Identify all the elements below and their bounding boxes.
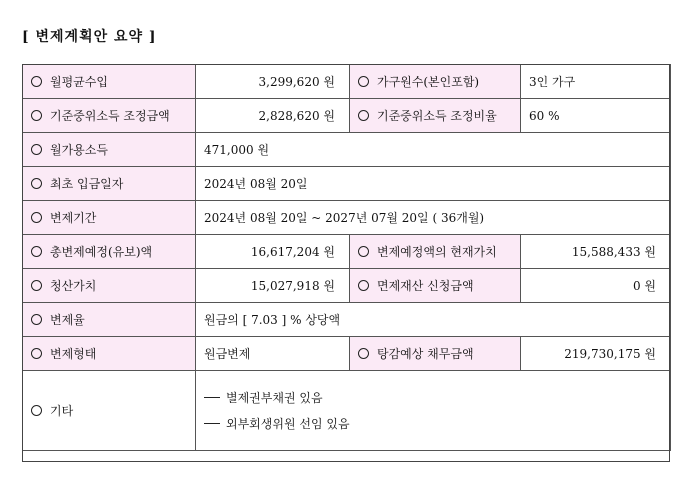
- value-cell: 3인 가구: [521, 65, 671, 99]
- row-label: 기타: [50, 404, 74, 418]
- row-label: 기준중위소득 조정비율: [377, 109, 497, 123]
- row-label: 탕감예상 채무금액: [377, 347, 474, 361]
- label-cell: [350, 337, 521, 371]
- value-cell: 471,000 원: [196, 133, 671, 167]
- value-cell: 2,828,620 원: [196, 99, 350, 133]
- value-cell: 219,730,175 원: [521, 337, 671, 371]
- value-cell: 60 %: [521, 99, 671, 133]
- circle-bullet-icon: [31, 280, 42, 291]
- notes-cell: [196, 371, 671, 451]
- note-item: [204, 385, 662, 411]
- value-cell: 원금의 [ 7.03 ] % 상당액: [196, 303, 671, 337]
- circle-bullet-icon: [31, 144, 42, 155]
- table-row: [23, 371, 671, 451]
- page-title: [ 변제계획안 요약 ]: [22, 29, 157, 45]
- row-label: 가구원수(본인포함): [377, 75, 480, 89]
- row-label: 청산가치: [50, 279, 97, 293]
- circle-bullet-icon: [31, 178, 42, 189]
- circle-bullet-icon: [358, 348, 369, 359]
- circle-bullet-icon: [31, 405, 42, 416]
- row-label: 최초 입금일자: [50, 177, 124, 191]
- dash-icon: [204, 397, 220, 398]
- table-row: [23, 133, 671, 167]
- table-row: [23, 235, 671, 269]
- value-cell: 3,299,620 원: [196, 65, 350, 99]
- circle-bullet-icon: [31, 348, 42, 359]
- label-cell: [350, 269, 521, 303]
- note-item: [204, 411, 662, 437]
- row-label: 총변제예정(유보)액: [50, 245, 153, 259]
- label-cell: [23, 235, 196, 269]
- label-cell: [23, 65, 196, 99]
- label-cell: [23, 167, 196, 201]
- dash-icon: [204, 423, 220, 424]
- value-cell: 16,617,204 원: [196, 235, 350, 269]
- value-cell: 원금변제: [196, 337, 350, 371]
- note-text: 별제권부채권 있음: [226, 390, 323, 405]
- table-row: [23, 167, 671, 201]
- table-row: [23, 99, 671, 133]
- circle-bullet-icon: [358, 76, 369, 87]
- circle-bullet-icon: [31, 212, 42, 223]
- label-cell: [350, 65, 521, 99]
- label-cell: [23, 133, 196, 167]
- label-cell: [350, 99, 521, 133]
- label-cell: [23, 337, 196, 371]
- label-cell: [23, 99, 196, 133]
- label-cell: [350, 235, 521, 269]
- circle-bullet-icon: [358, 280, 369, 291]
- label-cell: [23, 303, 196, 337]
- table-row: [23, 303, 671, 337]
- note-text: 외부회생위원 선임 있음: [226, 416, 350, 431]
- circle-bullet-icon: [31, 314, 42, 325]
- table-row: [23, 269, 671, 303]
- value-cell: 2024년 08월 20일 ~ 2027년 07월 20일 ( 36개월): [196, 201, 671, 235]
- circle-bullet-icon: [358, 246, 369, 257]
- table-row: [23, 201, 671, 235]
- circle-bullet-icon: [358, 110, 369, 121]
- circle-bullet-icon: [31, 246, 42, 257]
- row-label: 기준중위소득 조정금액: [50, 109, 170, 123]
- row-label: 변제율: [50, 313, 85, 327]
- circle-bullet-icon: [31, 110, 42, 121]
- row-label: 변제형태: [50, 347, 97, 361]
- label-cell: [23, 371, 196, 451]
- row-label: 월평균수입: [50, 75, 108, 89]
- table-row: [23, 65, 671, 99]
- value-cell: 15,027,918 원: [196, 269, 350, 303]
- value-cell: 2024년 08월 20일: [196, 167, 671, 201]
- value-cell: 15,588,433 원: [521, 235, 671, 269]
- label-cell: [23, 201, 196, 235]
- plan-summary-table: [22, 64, 671, 451]
- row-label: 면제재산 신청금액: [377, 279, 474, 293]
- row-label: 변제기간: [50, 211, 97, 225]
- table-row: [23, 337, 671, 371]
- row-label: 변제예정액의 현재가치: [377, 245, 497, 259]
- row-label: 월가용소득: [50, 143, 108, 157]
- value-cell: 0 원: [521, 269, 671, 303]
- circle-bullet-icon: [31, 76, 42, 87]
- label-cell: [23, 269, 196, 303]
